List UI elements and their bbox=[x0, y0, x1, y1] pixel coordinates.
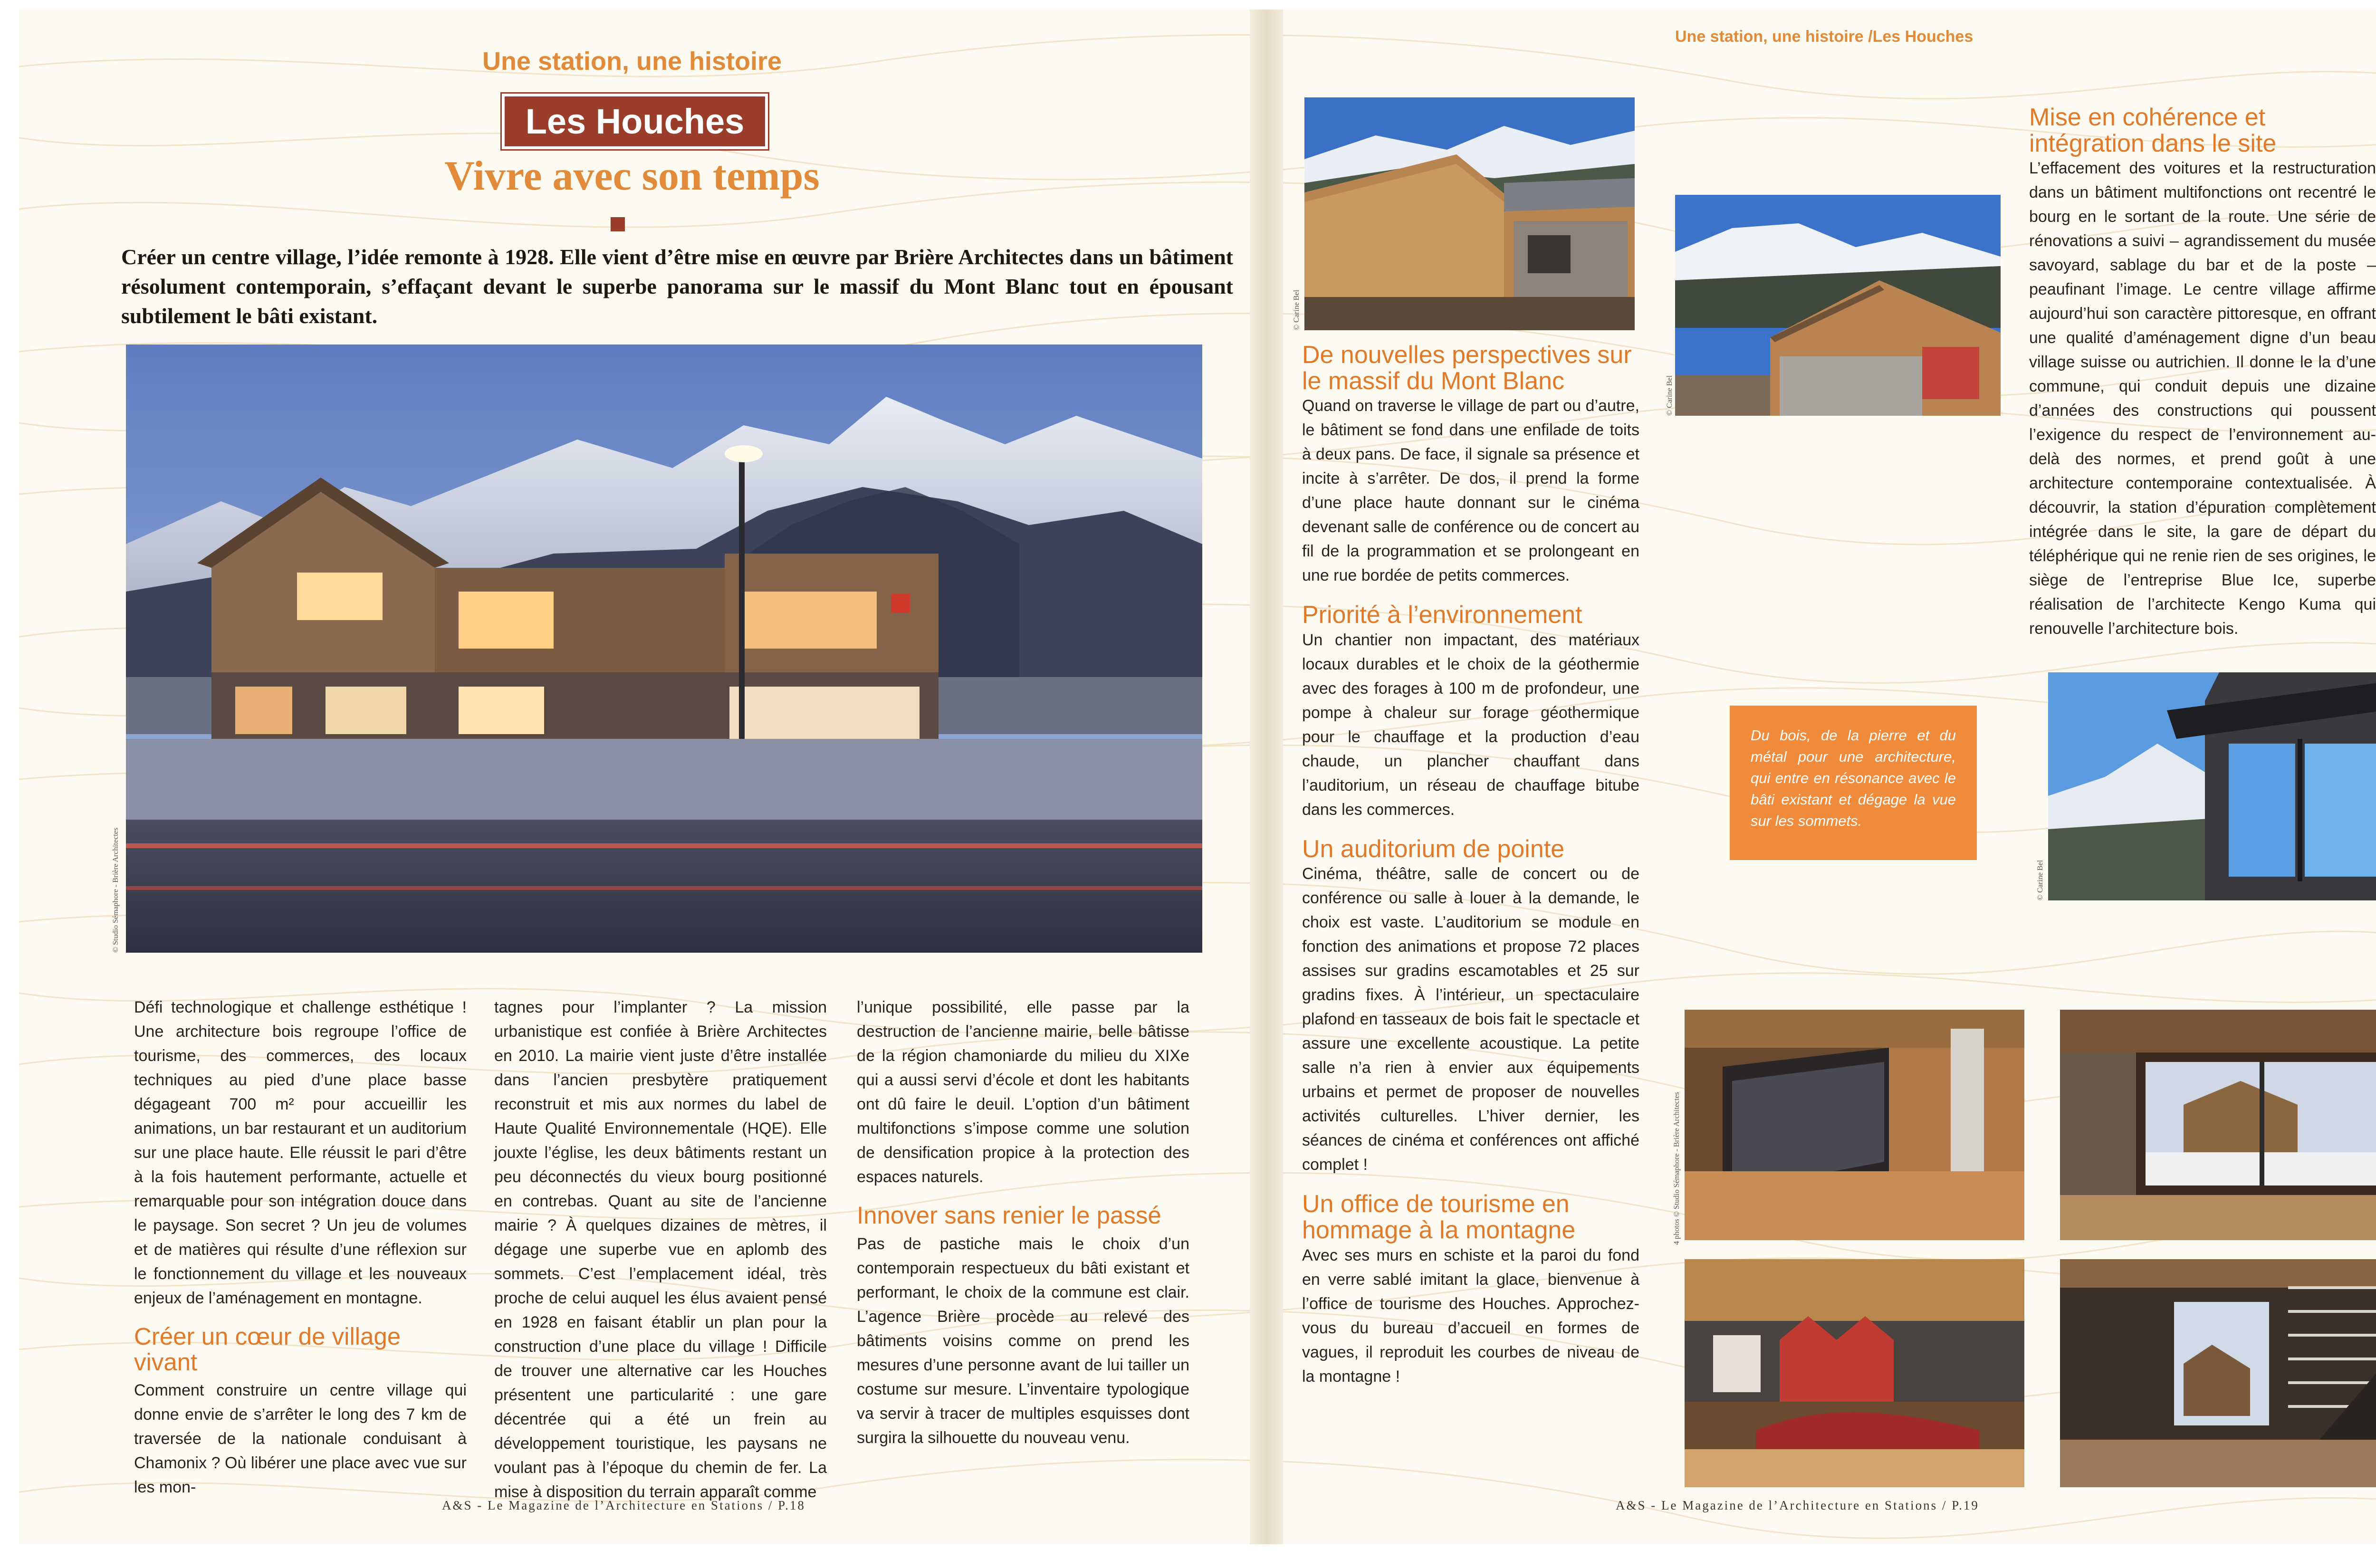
left-page-footer: A&S - Le Magazine de l’Architecture en Stations / P.18 bbox=[442, 1498, 805, 1512]
photo-staircase-window bbox=[2060, 1259, 2376, 1487]
col3-paragraph-2: Pas de pastiche mais le choix d’un contemporain respectueux du bâti existant et performant, le choix de la commune est clair. L’agence Brière procède au relevé des bâtiments voisins comme on prend les mesures d’une personne avant de lui tailler un costume sur mesure. L’inventaire typologique va servir à tracer de multiples esquisses dont surgira la silhouette du nouveau venu. bbox=[857, 1234, 1189, 1447]
photo-auditorium-interior bbox=[1685, 1010, 2024, 1240]
col3-subheading: Innover sans renier le passé bbox=[857, 1202, 1161, 1229]
right-column-2 bbox=[2029, 105, 2376, 641]
right-heading-environment: Priorité à l’environnement bbox=[1302, 601, 1582, 629]
right-paragraph-coherence: L’effacement des voitures et la restructuration dans un bâtiment multifonctions ont recentré le bourg en le sortant de la route. Une série de rénovations a suivi – agrandissement du musée savoyard, sablage du bar et de la poste – peaufinant l’image. Le centre village affirme aujourd’hui son caractère pittoresque, en offrant une qualité d’aménagement digne d’un beau village suisse ou autrichien. Il donne le la d’une commune, qui conduit depuis une dizaine d’années des constructions qui poussent l’exigence du respect de l’environnement au-delà des normes, et prend goût à une architecture contemporaine contextualisée. À découvrir, la station d’épuration complètement intégrée dans le site, la gare de départ du téléphérique qui ne renie rien de ses origines, le siège de l’entreprise Blue Ice, superbe réalisation de l’architecte Kengo Kuma qui renouvelle l’architecture bois. bbox=[2029, 159, 2376, 638]
right-heading-coherence: Mise en cohérence et intégration dans le site bbox=[2029, 104, 2277, 157]
pull-quote-text: Du bois, de la pierre et du métal pour une architecture, qui entre en résonance avec le bâti existant et dégage la vue sur les sommets. bbox=[1751, 727, 1956, 829]
title-badge bbox=[502, 94, 768, 149]
right-paragraph-environment: Un chantier non impactant, des matériaux locaux durables et le choix de la géothermie avec des forages à 100 m de profondeur, une pompe à chaleur sur forage géothermique pour le chauffage et la production d’eau chaude, un plancher chauffant dans l’auditorium, un réseau de chauffage bitube dans les commerces. bbox=[1302, 631, 1639, 819]
col1-paragraph-2: Comment construire un centre village qui donne envie de s’arrêter le long des 7 km de traversée de la nationale conduisant à Chamonix ? Où libérer une place avec vue sur les mon- bbox=[134, 1381, 467, 1497]
photo-a-credit: © Carine Bel bbox=[1293, 289, 1301, 330]
photo-exterior-roofs bbox=[1304, 97, 1635, 330]
page-gutter bbox=[1250, 10, 1283, 1544]
right-heading-perspectives: De nouvelles perspectives sur le massif du Mont Blanc bbox=[1302, 341, 1632, 395]
lead-paragraph: Créer un centre village, l’idée remonte à 1928. Elle vient d’être mise en œuvre par Brière Architectes dans un bâtiment résolument contemporain, s’effaçant devant le superbe panorama sur le massif du Mont Blanc tout en épousant subtilement le bâti existant. bbox=[121, 245, 1233, 328]
title-badge-text: Les Houches bbox=[525, 102, 745, 141]
col3-paragraph-1: l’unique possibilité, elle passe par la destruction de l’ancienne mairie, belle bâtisse de la région chamoniarde du milieu du XIXe qui a aussi servi d’école et dont les habitants ont dû faire le deuil. L’option d’un bâtiment multifonctions s’impose comme une solution de densification propice à la protection des espaces naturels. bbox=[857, 998, 1189, 1186]
left-column-1 bbox=[134, 995, 467, 1500]
photo-hall-glass-doors bbox=[2060, 1010, 2376, 1240]
title-ornament bbox=[611, 217, 625, 231]
photo-exterior-mountain bbox=[1675, 195, 2001, 416]
col1-paragraph-1: Défi technologique et challenge esthétique ! Une architecture bois regroupe l’office de tourisme, des commerces, des locaux techniques au pied d’une place basse dégageant 700 m² pour accueillir les animations, un bar restaurant et un auditorium sur une place haute. Elle réussit le pari d’être à la fois hautement performante, actuelle et remarquable pour son intégration douce dans le paysage. Son secret ? Un jeu de volumes et de matières qui résulte d’une réflexion sur le fonctionnement du village et les nouveaux enjeux de l’aménagement en montagne. bbox=[134, 998, 467, 1307]
col2-paragraph-1: tagnes pour l’implanter ? La mission urbanistique est confiée à Brière Architectes en 2010. La mairie vient juste d’être installée dans l’ancien presbytère pratiquement reconstruit et mis aux normes du label de Haute Qualité Environnementale (HQE). Elle jouxte l’église, les deux bâtiments restant un peu déconnectés du vieux bourg positionné en contrebas. Quant au site de l’ancienne mairie ? À quelques dizaines de mètres, il dégage une superbe vue en aplomb des sommets. C’est l’emplacement idéal, très proche de celui auquel les élus avaient pensé en 1928 en faisant établir un plan pour la construction d’une place du village ! Difficile de trouver une alternative car les Houches présentent une particularité : une gare décentrée qui a été un frein au développement touristique, les paysans ne voulant pas à l’époque du chemin de fer. La mise à disposition du terrain apparaît comme bbox=[494, 998, 827, 1501]
photo-b-credit: © Carine Bel bbox=[1666, 375, 1674, 416]
col1-subheading: Créer un cœur de village vivant bbox=[134, 1323, 401, 1376]
right-heading-auditorium: Un auditorium de pointe bbox=[1302, 835, 1565, 863]
right-heading-tourism-office: Un office de tourisme en hommage à la montagne bbox=[1302, 1190, 1576, 1244]
main-photo-credit: © Studio Sémaphore - Brière Architectes bbox=[112, 827, 120, 953]
right-page-header: Une station, une histoire /Les Houches bbox=[1675, 28, 1974, 46]
section-kicker: Une station, une histoire bbox=[482, 47, 782, 76]
main-photo-building-dusk bbox=[126, 344, 1202, 953]
left-column-3 bbox=[857, 995, 1189, 1450]
right-paragraph-perspectives: Quand on traverse le village de part ou d’autre, le bâtiment se fond dans une enfilade de toits à deux pans. De face, il signale sa présence et incite à s’arrêter. De dos, il prend la forme d’une place haute donnant sur le cinéma devenant salle de conférence ou de concert au fil de la programmation et se prolongeant en une rue bordée de petits commerces. bbox=[1302, 397, 1639, 585]
photos-interior-credit: 4 photos © Studio Sémaphore - Brière Architectes bbox=[1673, 1092, 1681, 1245]
photo-tourism-office-interior bbox=[1685, 1259, 2024, 1487]
magazine-spread bbox=[19, 10, 2376, 1544]
photo-glass-facade bbox=[2048, 672, 2376, 900]
pull-quote-box bbox=[1730, 706, 1977, 860]
right-paragraph-tourism-office: Avec ses murs en schiste et la paroi du fond en verre sablé imitant la glace, bienvenue à l’office de tourisme des Houches. Approchez-vous du bureau d’accueil en formes de vagues, il reproduit les courbes de niveau de la montagne ! bbox=[1302, 1246, 1639, 1386]
right-column-1 bbox=[1302, 342, 1639, 1389]
page-title: Vivre avec son temps bbox=[444, 153, 820, 199]
right-page-footer: A&S - Le Magazine de l’Architecture en Stations / P.19 bbox=[1616, 1498, 1979, 1512]
right-paragraph-auditorium: Cinéma, théâtre, salle de concert ou de conférence ou salle à louer à la demande, le choix est vaste. L’auditorium se module en fonction des animations et propose 72 places assises sur gradins escamotables et 25 sur gradins fixes. À l’intérieur, un spectaculaire plafond en tasseaux de bois fait le spectacle et assure une excellente acoustique. La petite salle n’a rien à envier aux équipements urbains et permet de proposer de nouvelles activités culturelles. L’hiver dernier, les séances de cinéma et conférences ont affiché complet ! bbox=[1302, 865, 1639, 1174]
photo-c-credit: © Carine Bel bbox=[2036, 860, 2044, 900]
left-column-2 bbox=[494, 995, 827, 1504]
